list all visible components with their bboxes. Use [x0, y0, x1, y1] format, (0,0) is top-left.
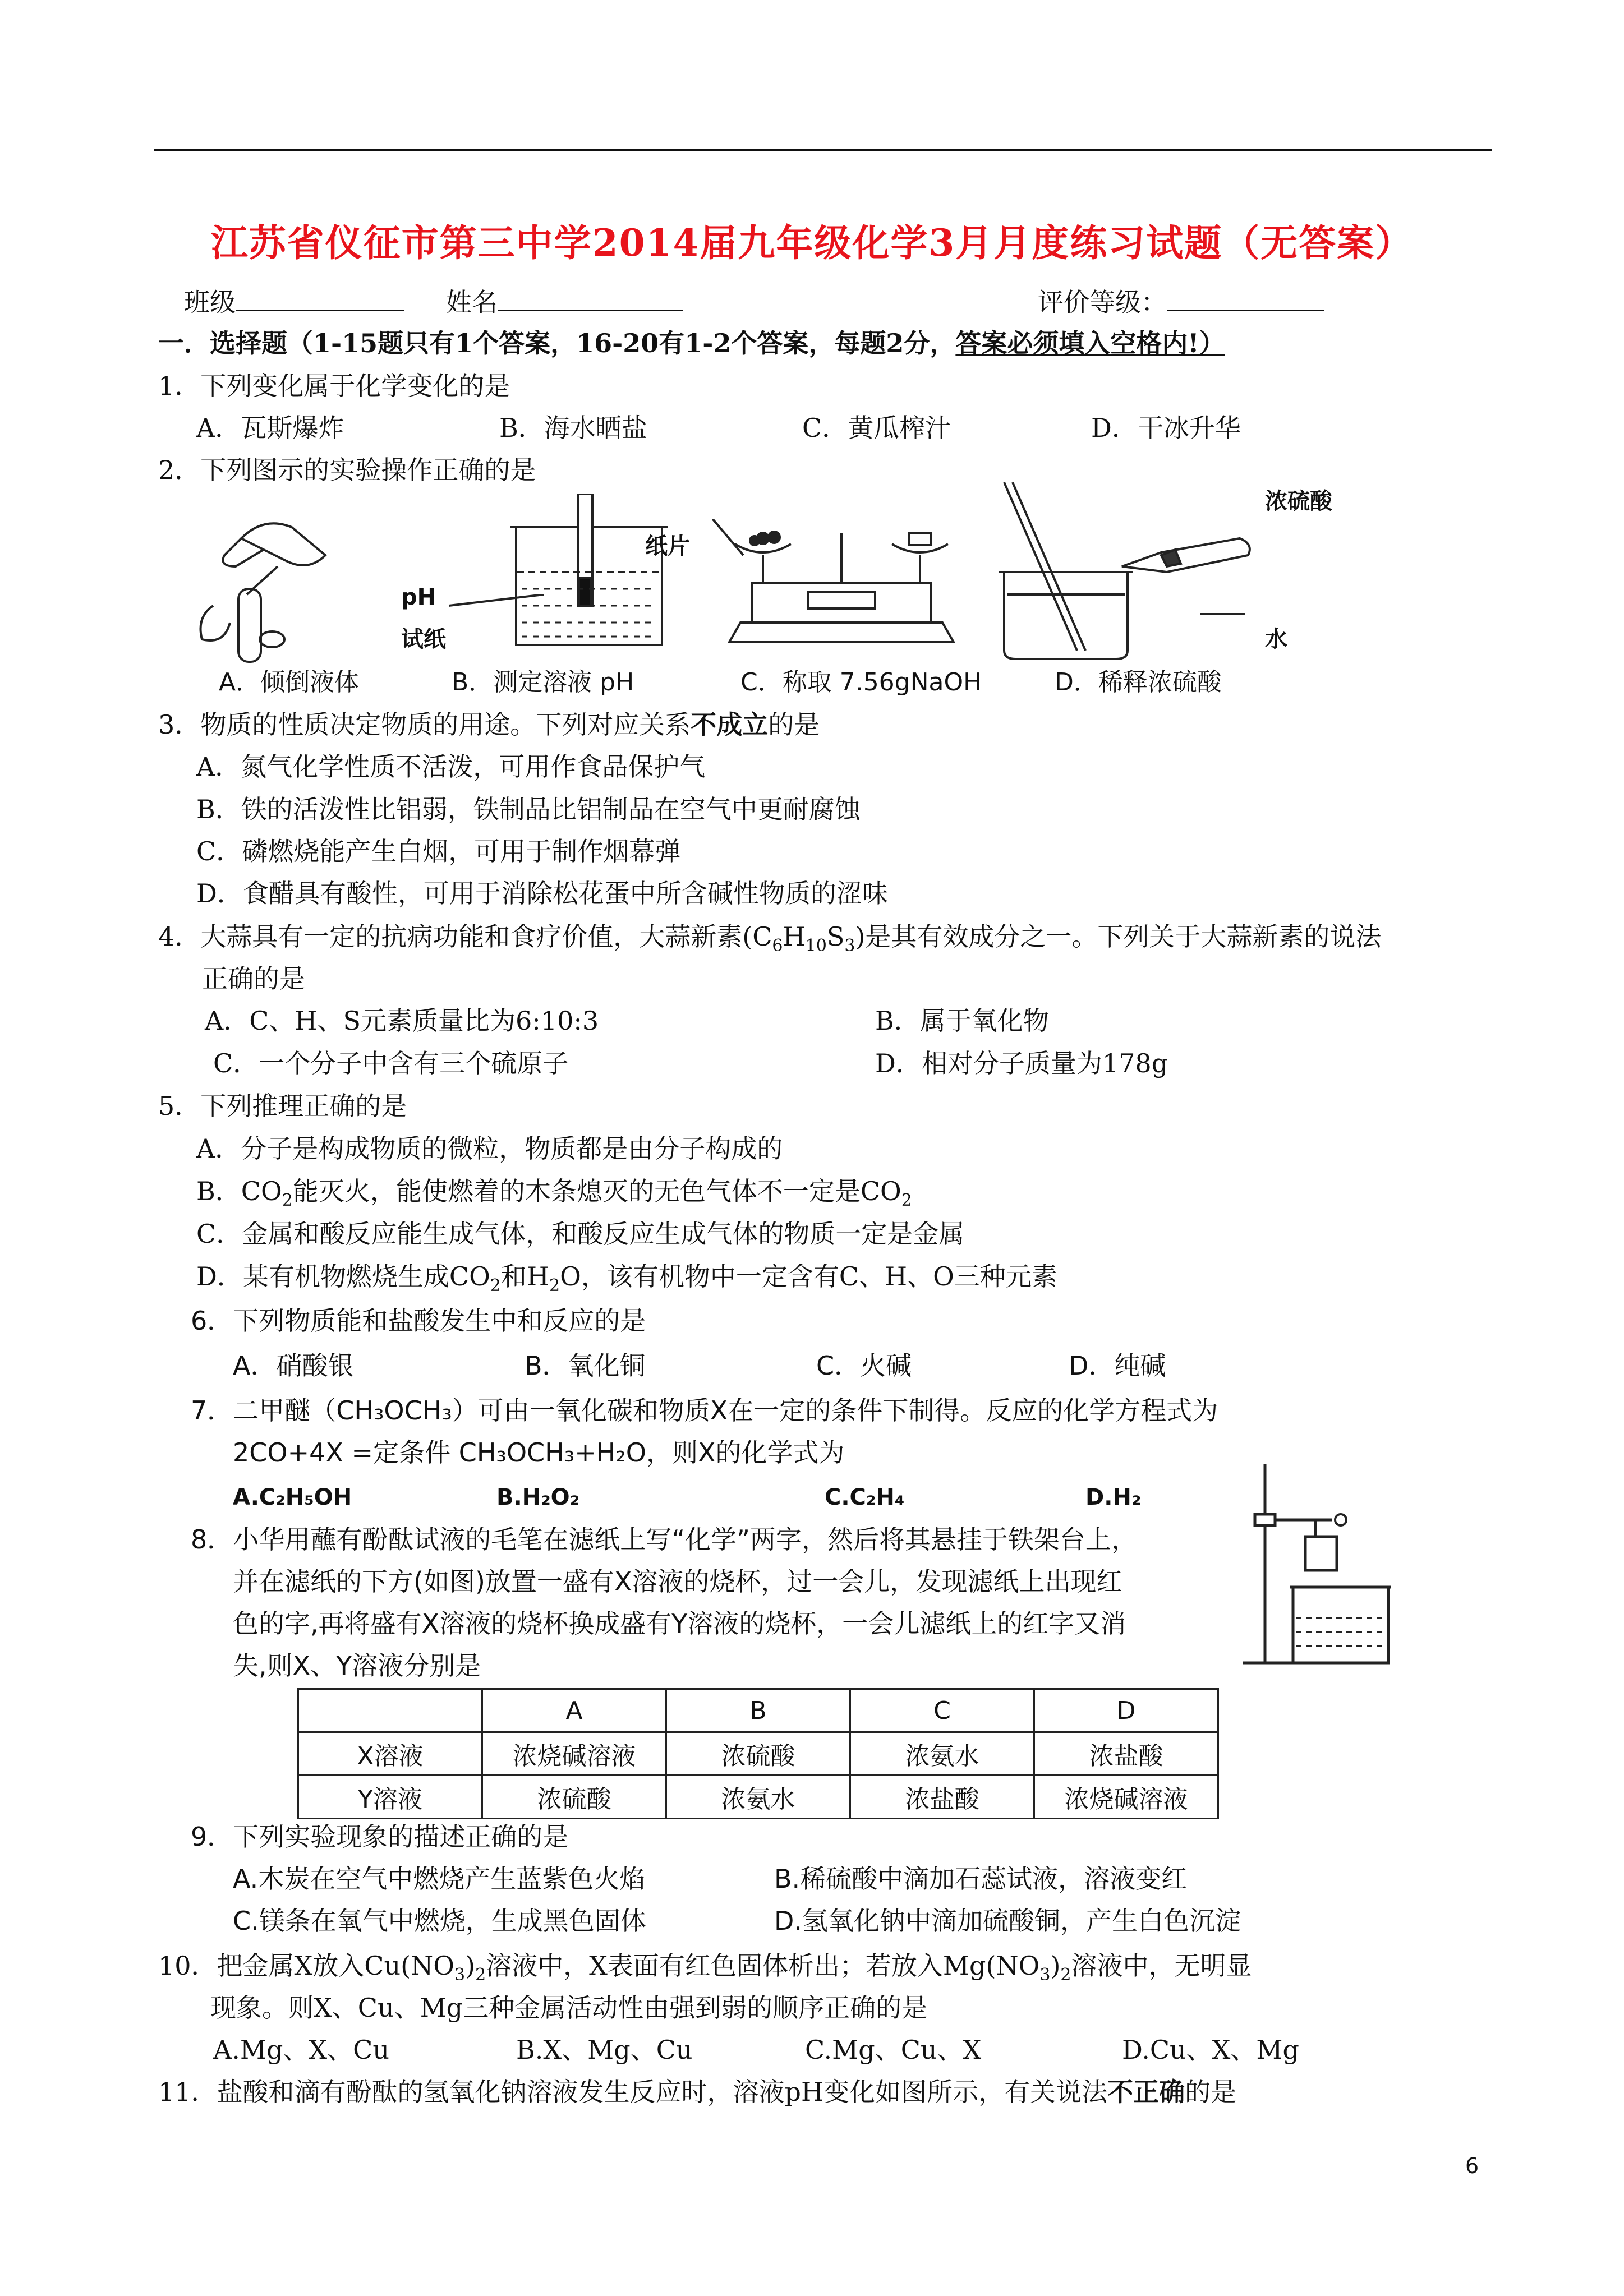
q9-stem: 9．下列实验现象的描述正确的是	[191, 1822, 569, 1852]
q4-option-c: C．一个分子中含有三个硫原子	[213, 1048, 569, 1078]
q8-line3: 色的字,再将盛有X溶液的烧杯换成盛有Y溶液的烧杯，一会儿滤纸上的红字又消	[233, 1608, 1126, 1639]
dilute-acid-figure	[993, 482, 1257, 662]
q6-option-a: A．硝酸银	[233, 1350, 354, 1381]
q1-option-d: D．干冰升华	[1091, 413, 1241, 443]
q4-stem-cont: 正确的是	[202, 963, 305, 994]
q8-line2: 并在滤纸的下方(如图)放置一盛有X溶液的烧杯，过一会儿，发现滤纸上出现红	[233, 1566, 1122, 1597]
q9-option-a: A.木炭在空气中燃烧产生蓝紫色火焰	[233, 1864, 646, 1894]
section-heading: 一．选择题（1-15题只有1个答案，16-20有1-2个答案，每题2分，答案必须填入空格内!）	[158, 328, 1225, 358]
table-cell: 浓盐酸	[1034, 1732, 1218, 1776]
page-number: 6	[1465, 2154, 1479, 2178]
q6-option-d: D．纯碱	[1069, 1350, 1166, 1381]
q6-stem: 6．下列物质能和盐酸发生中和反应的是	[191, 1306, 646, 1336]
table-cell: C	[850, 1689, 1034, 1732]
ph-label: pH	[401, 584, 436, 610]
q5-option-c: C．金属和酸反应能生成气体，和酸反应生成气体的物质一定是金属	[196, 1219, 965, 1249]
table-cell: 浓硫酸	[666, 1732, 850, 1776]
ph-pointer-line	[449, 594, 544, 611]
pour-liquid-figure	[180, 505, 348, 673]
q7-option-a: A.C₂H₅OH	[233, 1484, 352, 1510]
name-field: 姓名	[446, 285, 683, 319]
water-pointer-line	[1200, 611, 1245, 617]
q1-option-b: B．海水晒盐	[499, 413, 647, 443]
q10-option-d: D.Cu、X、Mg	[1122, 2035, 1299, 2065]
paper-pointer-line	[712, 519, 746, 558]
iron-stand-figure	[1243, 1464, 1400, 1677]
q8-options-table	[297, 1688, 1219, 1819]
q5-stem: 5．下列推理正确的是	[158, 1091, 407, 1121]
ph-paper-label: 试纸	[401, 626, 446, 652]
grade-field: 评价等级：	[1038, 285, 1324, 319]
q3-stem: 3．物质的性质决定物质的用途。下列对应关系不成立的是	[158, 709, 820, 740]
table-cell: 浓盐酸	[850, 1776, 1034, 1819]
q8-line1: 8．小华用蘸有酚酞试液的毛笔在滤纸上写“化学”两字，然后将其悬挂于铁架台上，	[191, 1524, 1137, 1555]
class-blank[interactable]	[236, 285, 404, 311]
q5-option-d: D．某有机物燃烧生成$CO_2$和$H_2O$，该有机物中一定含有C、H、O三种元素	[196, 1261, 1057, 1296]
q4-option-b: B．属于氧化物	[875, 1006, 1049, 1036]
page-title: 江苏省仪征市第三中学2014届九年级化学3月月度练习试题（无答案）	[210, 221, 1414, 265]
q9-option-d: D.氢氧化钠中滴加硫酸铜，产生白色沉淀	[774, 1906, 1241, 1936]
q6-option-b: B．氧化铜	[525, 1350, 646, 1381]
table-cell: B	[666, 1689, 850, 1732]
table-cell: D	[1034, 1689, 1218, 1732]
q7-equation: 2CO+4X =定条件 CH₃OCH₃+H₂O，则X的化学式为	[233, 1437, 845, 1468]
q7-option-c: C.C₂H₄	[825, 1484, 905, 1510]
class-field: 班级	[184, 285, 404, 319]
table-row	[298, 1732, 1218, 1776]
q1-stem: 1．下列变化属于化学变化的是	[158, 371, 510, 401]
q7-option-b: B.H₂O₂	[496, 1484, 580, 1510]
q2-stem: 2．下列图示的实验操作正确的是	[158, 455, 536, 485]
table-cell: Y溶液	[298, 1776, 482, 1819]
q10-line1: 10．把金属X放入$Cu(NO_3)_2$溶液中，X表面有红色固体析出；若放入$Mg(NO_3)_2$溶液中，无明显	[158, 1951, 1252, 1985]
q3-option-b: B．铁的活泼性比铝弱，铁制品比铝制品在空气中更耐腐蚀	[196, 794, 861, 824]
q10-option-c: C.Mg、Cu、X	[805, 2035, 982, 2065]
q10-option-a: A.Mg、X、Cu	[213, 2035, 389, 2065]
q4-option-a: A．C、H、S元素质量比为6:10:3	[205, 1006, 599, 1036]
q5-option-b: B．$CO_2$能灭火，能使燃着的木条熄灭的无色气体不一定是$CO_2$	[196, 1176, 912, 1211]
q7-stem: 7．二甲醚（CH₃OCH₃）可由一氧化碳和物质X在一定的条件下制得。反应的化学方程式为	[191, 1395, 1218, 1426]
q7-option-d: D.H₂	[1085, 1484, 1142, 1510]
table-row	[298, 1776, 1218, 1819]
q5-option-a: A．分子是构成物质的微粒，物质都是由分子构成的	[196, 1133, 783, 1164]
table-header-row	[298, 1689, 1218, 1732]
q1-option-c: C．黄瓜榨汁	[802, 413, 951, 443]
q3-option-a: A．氮气化学性质不活泼，可用作食品保护气	[196, 751, 706, 782]
q1-option-a: A．瓦斯爆炸	[196, 413, 344, 443]
q11-stem: 11．盐酸和滴有酚酞的氢氧化钠溶液发生反应时，溶液pH变化如图所示，有关说法不正确的是	[158, 2077, 1237, 2107]
table-cell: X溶液	[298, 1732, 482, 1776]
q9-option-b: B.稀硫酸中滴加石蕊试液，溶液变红	[774, 1864, 1188, 1894]
name-blank[interactable]	[498, 285, 683, 311]
ph-test-figure	[494, 494, 679, 656]
table-cell: 浓烧碱溶液	[482, 1732, 666, 1776]
acid-label: 浓硫酸	[1265, 488, 1332, 514]
water-label: 水	[1265, 626, 1287, 652]
q10-line2: 现象。则X、Cu、Mg三种金属活动性由强到弱的顺序正确的是	[210, 1993, 928, 2023]
q10-option-b: B.X、Mg、Cu	[516, 2035, 693, 2065]
q8-line4: 失,则X、Y溶液分别是	[233, 1650, 481, 1681]
balance-figure	[724, 522, 965, 651]
q4-option-d: D．相对分子质量为178g	[875, 1048, 1168, 1078]
q2-option-a: A．倾倒液体	[219, 668, 360, 697]
table-cell: A	[482, 1689, 666, 1732]
q2-option-d: D．稀释浓硫酸	[1055, 668, 1222, 697]
table-cell: 浓硫酸	[482, 1776, 666, 1819]
table-cell: 浓氨水	[850, 1732, 1034, 1776]
q6-option-c: C．火碱	[816, 1350, 912, 1381]
q9-option-c: C.镁条在氧气中燃烧，生成黑色固体	[233, 1906, 646, 1936]
paper-label: 纸片	[645, 533, 690, 559]
table-cell	[298, 1689, 482, 1732]
q3-option-c: C．磷燃烧能产生白烟，可用于制作烟幕弹	[196, 836, 681, 866]
q2-option-c: C．称取 7.56gNaOH	[740, 668, 982, 697]
header-rule	[154, 149, 1492, 151]
grade-blank[interactable]	[1167, 285, 1324, 311]
q3-option-d: D．食醋具有酸性，可用于消除松花蛋中所含碱性物质的涩味	[196, 878, 888, 909]
table-cell: 浓烧碱溶液	[1034, 1776, 1218, 1819]
table-cell: 浓氨水	[666, 1776, 850, 1819]
q4-stem: 4．大蒜具有一定的抗病功能和食疗价值，大蒜新素$(C_6H_{10}S_3)$是其有效成分之一。下列关于大蒜新素的说法	[158, 921, 1382, 956]
q2-option-b: B．测定溶液 pH	[452, 668, 634, 697]
